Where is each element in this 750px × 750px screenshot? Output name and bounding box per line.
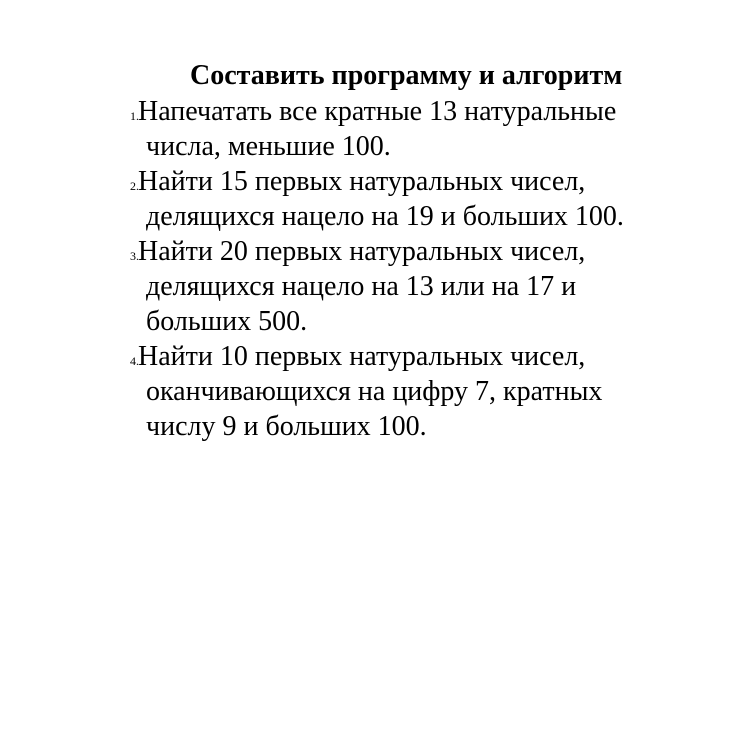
task-item-4 xyxy=(130,339,730,444)
task-text xyxy=(138,164,730,234)
task-text xyxy=(138,339,730,444)
task-item-1 xyxy=(130,94,730,164)
slide-title: Составить программу и алгоритм xyxy=(190,60,623,91)
task-number: 3. xyxy=(130,249,139,263)
task-line: числу 9 и больших 100. xyxy=(146,411,427,442)
task-line: делящихся нацело на 19 и больших 100. xyxy=(146,201,624,232)
task-number: 1. xyxy=(130,109,139,123)
task-number: 2. xyxy=(130,179,139,193)
task-line: оканчивающихся на цифру 7, кратных xyxy=(146,376,603,407)
task-item-2 xyxy=(130,164,730,234)
task-list xyxy=(130,94,730,444)
task-line: делящихся нацело на 13 или на 17 и xyxy=(146,271,577,302)
task-text xyxy=(138,94,730,164)
task-line: Напечатать все кратные 13 натуральные xyxy=(138,96,617,127)
task-number: 4. xyxy=(130,354,139,368)
task-line: больших 500. xyxy=(146,306,308,337)
task-line: Найти 20 первых натуральных чисел, xyxy=(138,236,586,267)
task-line: Найти 10 первых натуральных чисел, xyxy=(138,341,586,372)
task-text xyxy=(138,234,730,339)
task-line: числа, меньшие 100. xyxy=(146,131,391,162)
task-item-3 xyxy=(130,234,730,339)
task-line: Найти 15 первых натуральных чисел, xyxy=(138,166,586,197)
